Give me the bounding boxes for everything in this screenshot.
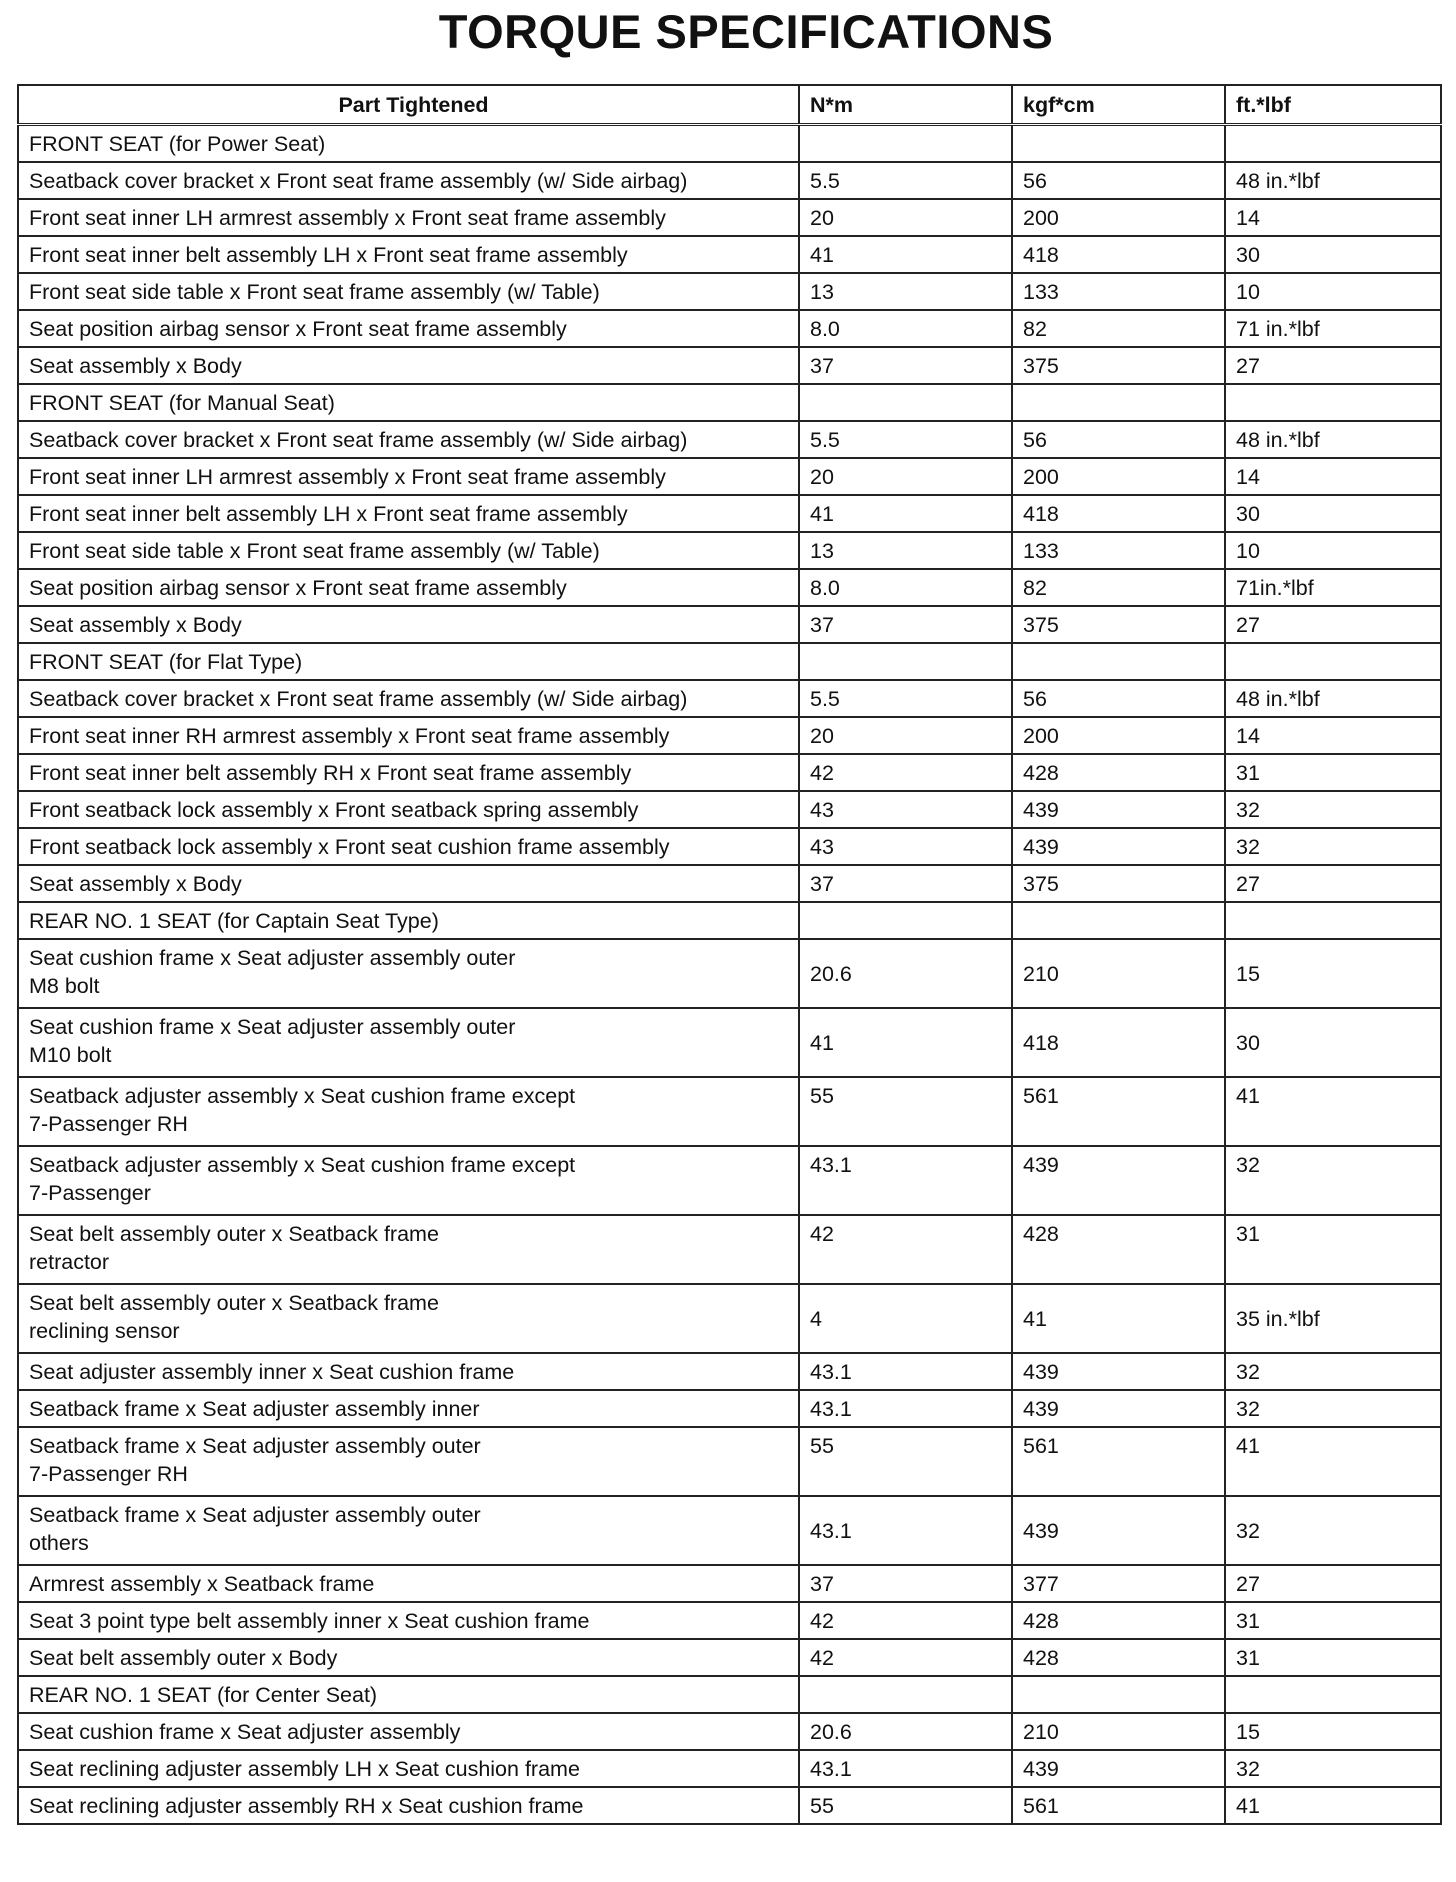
table-row	[18, 1146, 1441, 1215]
cell-ftlbf: 30	[1225, 495, 1441, 532]
table-row	[18, 717, 1441, 754]
table-row	[18, 828, 1441, 865]
cell-ftlbf: 32	[1225, 1146, 1441, 1215]
table-row	[18, 643, 1441, 680]
cell-ftlbf: 10	[1225, 273, 1441, 310]
cell-kgfcm: 200	[1012, 458, 1225, 495]
cell-kgfcm: 561	[1012, 1787, 1225, 1824]
part-line-2: others	[29, 1531, 89, 1555]
table-row	[18, 1077, 1441, 1146]
cell-nm: 43	[799, 828, 1012, 865]
cell-ftlbf: 48 in.*lbf	[1225, 421, 1441, 458]
cell-nm: 20	[799, 717, 1012, 754]
cell-kgfcm: 428	[1012, 1602, 1225, 1639]
cell-kgfcm: 428	[1012, 1215, 1225, 1284]
cell-kgfcm: 56	[1012, 421, 1225, 458]
part-line-2: reclining sensor	[29, 1319, 180, 1343]
table-row	[18, 162, 1441, 199]
cell-nm: 55	[799, 1077, 1012, 1146]
cell-nm: 43.1	[799, 1390, 1012, 1427]
cell-nm	[799, 384, 1012, 421]
cell-part-tightened: Seat position airbag sensor x Front seat frame assembly	[18, 310, 799, 347]
cell-kgfcm: 439	[1012, 828, 1225, 865]
table-row	[18, 902, 1441, 939]
table-row	[18, 569, 1441, 606]
cell-part-tightened	[18, 939, 799, 1008]
cell-nm: 41	[799, 236, 1012, 273]
table-row	[18, 1353, 1441, 1390]
cell-ftlbf: 31	[1225, 1215, 1441, 1284]
table-row	[18, 1750, 1441, 1787]
cell-kgfcm: 375	[1012, 347, 1225, 384]
table-row	[18, 495, 1441, 532]
cell-nm: 20.6	[799, 939, 1012, 1008]
table-row	[18, 1284, 1441, 1353]
table-row	[18, 236, 1441, 273]
part-line-1: Seatback frame x Seat adjuster assembly outer	[29, 1503, 481, 1527]
cell-nm: 43.1	[799, 1146, 1012, 1215]
table-row	[18, 421, 1441, 458]
table-row	[18, 680, 1441, 717]
cell-nm: 42	[799, 1215, 1012, 1284]
cell-nm: 55	[799, 1427, 1012, 1496]
part-line-2: M8 bolt	[29, 974, 100, 998]
part-line-1: Seatback frame x Seat adjuster assembly outer	[29, 1434, 481, 1458]
cell-nm: 8.0	[799, 569, 1012, 606]
cell-ftlbf: 32	[1225, 1390, 1441, 1427]
cell-nm: 8.0	[799, 310, 1012, 347]
cell-part-tightened: Seat reclining adjuster assembly LH x Seat cushion frame	[18, 1750, 799, 1787]
cell-nm: 42	[799, 1639, 1012, 1676]
cell-ftlbf: 71in.*lbf	[1225, 569, 1441, 606]
cell-kgfcm: 428	[1012, 1639, 1225, 1676]
cell-nm: 13	[799, 273, 1012, 310]
cell-ftlbf: 15	[1225, 1713, 1441, 1750]
table-row	[18, 1496, 1441, 1565]
cell-kgfcm: 439	[1012, 1496, 1225, 1565]
table-row	[18, 532, 1441, 569]
cell-part-tightened: Seat reclining adjuster assembly RH x Seat cushion frame	[18, 1787, 799, 1824]
part-line-2: 7-Passenger RH	[29, 1462, 188, 1486]
cell-ftlbf: 31	[1225, 1602, 1441, 1639]
cell-part-tightened: Front seatback lock assembly x Front seatback spring assembly	[18, 791, 799, 828]
cell-part-tightened: Seatback frame x Seat adjuster assembly inner	[18, 1390, 799, 1427]
table-row	[18, 1565, 1441, 1602]
table-row	[18, 1787, 1441, 1824]
table-row	[18, 125, 1441, 163]
part-line-2: 7-Passenger	[29, 1181, 151, 1205]
cell-part-tightened: Armrest assembly x Seatback frame	[18, 1565, 799, 1602]
cell-part-tightened: Front seat inner LH armrest assembly x Front seat frame assembly	[18, 199, 799, 236]
cell-kgfcm: 561	[1012, 1427, 1225, 1496]
cell-nm: 37	[799, 1565, 1012, 1602]
cell-kgfcm: 375	[1012, 865, 1225, 902]
cell-ftlbf	[1225, 125, 1441, 163]
cell-part-tightened: Front seat inner belt assembly LH x Front seat frame assembly	[18, 236, 799, 273]
cell-kgfcm: 439	[1012, 1353, 1225, 1390]
table-row	[18, 1427, 1441, 1496]
table-row	[18, 1008, 1441, 1077]
torque-table	[17, 84, 1442, 1825]
cell-nm: 43.1	[799, 1750, 1012, 1787]
cell-nm: 43.1	[799, 1496, 1012, 1565]
cell-part-tightened	[18, 1077, 799, 1146]
cell-part-tightened: Seat cushion frame x Seat adjuster assembly	[18, 1713, 799, 1750]
cell-part-tightened: Seatback cover bracket x Front seat frame assembly (w/ Side airbag)	[18, 680, 799, 717]
cell-nm: 13	[799, 532, 1012, 569]
cell-nm: 42	[799, 754, 1012, 791]
cell-nm: 55	[799, 1787, 1012, 1824]
cell-ftlbf: 14	[1225, 458, 1441, 495]
cell-part-tightened: FRONT SEAT (for Power Seat)	[18, 125, 799, 163]
cell-nm: 43	[799, 791, 1012, 828]
cell-kgfcm: 375	[1012, 606, 1225, 643]
cell-kgfcm: 439	[1012, 791, 1225, 828]
part-line-1: Seat cushion frame x Seat adjuster assembly outer	[29, 1015, 516, 1039]
cell-part-tightened: REAR NO. 1 SEAT (for Center Seat)	[18, 1676, 799, 1713]
cell-ftlbf: 30	[1225, 236, 1441, 273]
cell-kgfcm: 428	[1012, 754, 1225, 791]
cell-nm: 5.5	[799, 162, 1012, 199]
cell-ftlbf: 48 in.*lbf	[1225, 680, 1441, 717]
table-row	[18, 1676, 1441, 1713]
part-line-1: Seat cushion frame x Seat adjuster assembly outer	[29, 946, 516, 970]
cell-part-tightened: Seat 3 point type belt assembly inner x Seat cushion frame	[18, 1602, 799, 1639]
cell-nm: 20	[799, 199, 1012, 236]
cell-ftlbf	[1225, 902, 1441, 939]
cell-ftlbf: 32	[1225, 1496, 1441, 1565]
cell-part-tightened: Front seat inner RH armrest assembly x Front seat frame assembly	[18, 717, 799, 754]
cell-part-tightened	[18, 1496, 799, 1565]
cell-ftlbf: 41	[1225, 1427, 1441, 1496]
cell-ftlbf: 32	[1225, 828, 1441, 865]
cell-ftlbf: 10	[1225, 532, 1441, 569]
cell-part-tightened: FRONT SEAT (for Flat Type)	[18, 643, 799, 680]
table-row	[18, 347, 1441, 384]
table-row	[18, 606, 1441, 643]
cell-part-tightened: Seat assembly x Body	[18, 347, 799, 384]
table-body	[18, 125, 1441, 1825]
cell-part-tightened: Front seat inner belt assembly RH x Front seat frame assembly	[18, 754, 799, 791]
part-line-1: Seat belt assembly outer x Seatback frame	[29, 1222, 439, 1246]
cell-ftlbf	[1225, 643, 1441, 680]
cell-kgfcm: 210	[1012, 1713, 1225, 1750]
cell-kgfcm: 210	[1012, 939, 1225, 1008]
table-row	[18, 791, 1441, 828]
table-row	[18, 458, 1441, 495]
cell-ftlbf: 27	[1225, 865, 1441, 902]
cell-part-tightened: Seatback cover bracket x Front seat frame assembly (w/ Side airbag)	[18, 162, 799, 199]
table-row	[18, 1602, 1441, 1639]
cell-ftlbf: 41	[1225, 1787, 1441, 1824]
table-row	[18, 865, 1441, 902]
table-row	[18, 754, 1441, 791]
table-row	[18, 273, 1441, 310]
cell-nm: 5.5	[799, 421, 1012, 458]
cell-kgfcm: 133	[1012, 532, 1225, 569]
cell-kgfcm: 56	[1012, 162, 1225, 199]
cell-nm	[799, 643, 1012, 680]
part-line-2: 7-Passenger RH	[29, 1112, 188, 1136]
table-row	[18, 310, 1441, 347]
cell-kgfcm: 418	[1012, 236, 1225, 273]
part-line-2: M10 bolt	[29, 1043, 112, 1067]
cell-kgfcm: 439	[1012, 1146, 1225, 1215]
cell-nm	[799, 1676, 1012, 1713]
part-line-2: retractor	[29, 1250, 110, 1274]
cell-kgfcm: 56	[1012, 680, 1225, 717]
table-header	[18, 85, 1441, 125]
header-nm: N*m	[799, 85, 1012, 125]
cell-kgfcm: 561	[1012, 1077, 1225, 1146]
cell-kgfcm: 200	[1012, 199, 1225, 236]
cell-part-tightened	[18, 1427, 799, 1496]
cell-kgfcm: 439	[1012, 1390, 1225, 1427]
cell-ftlbf: 27	[1225, 606, 1441, 643]
cell-part-tightened: Front seat side table x Front seat frame assembly (w/ Table)	[18, 532, 799, 569]
table-row	[18, 1639, 1441, 1676]
cell-part-tightened: Seat assembly x Body	[18, 865, 799, 902]
header-ftlbf: ft.*lbf	[1225, 85, 1441, 125]
cell-part-tightened: Seat belt assembly outer x Body	[18, 1639, 799, 1676]
cell-nm: 37	[799, 347, 1012, 384]
header-part-tightened: Part Tightened	[18, 85, 799, 125]
part-line-1: Seat belt assembly outer x Seatback frame	[29, 1291, 439, 1315]
cell-kgfcm: 418	[1012, 495, 1225, 532]
cell-kgfcm: 133	[1012, 273, 1225, 310]
cell-part-tightened: Front seat inner belt assembly LH x Front seat frame assembly	[18, 495, 799, 532]
cell-kgfcm: 439	[1012, 1750, 1225, 1787]
cell-ftlbf	[1225, 384, 1441, 421]
cell-kgfcm: 41	[1012, 1284, 1225, 1353]
cell-ftlbf: 15	[1225, 939, 1441, 1008]
table-row	[18, 199, 1441, 236]
cell-nm: 42	[799, 1602, 1012, 1639]
cell-ftlbf: 31	[1225, 754, 1441, 791]
cell-part-tightened: Seat position airbag sensor x Front seat frame assembly	[18, 569, 799, 606]
cell-ftlbf	[1225, 1676, 1441, 1713]
cell-ftlbf: 14	[1225, 717, 1441, 754]
cell-nm	[799, 902, 1012, 939]
cell-kgfcm: 82	[1012, 569, 1225, 606]
cell-nm: 5.5	[799, 680, 1012, 717]
cell-ftlbf: 35 in.*lbf	[1225, 1284, 1441, 1353]
cell-nm	[799, 125, 1012, 163]
cell-part-tightened: Seat adjuster assembly inner x Seat cushion frame	[18, 1353, 799, 1390]
cell-ftlbf: 71 in.*lbf	[1225, 310, 1441, 347]
cell-nm: 20	[799, 458, 1012, 495]
table-row	[18, 384, 1441, 421]
cell-part-tightened: Front seat inner LH armrest assembly x Front seat frame assembly	[18, 458, 799, 495]
cell-part-tightened: Front seat side table x Front seat frame assembly (w/ Table)	[18, 273, 799, 310]
cell-kgfcm	[1012, 384, 1225, 421]
page-title: TORQUE SPECIFICATIONS	[438, 5, 1054, 58]
cell-part-tightened: Front seatback lock assembly x Front seat cushion frame assembly	[18, 828, 799, 865]
cell-kgfcm: 418	[1012, 1008, 1225, 1077]
cell-ftlbf: 32	[1225, 791, 1441, 828]
cell-nm: 20.6	[799, 1713, 1012, 1750]
cell-ftlbf: 30	[1225, 1008, 1441, 1077]
cell-ftlbf: 32	[1225, 1353, 1441, 1390]
cell-kgfcm	[1012, 1676, 1225, 1713]
table-row	[18, 1390, 1441, 1427]
cell-nm: 37	[799, 606, 1012, 643]
cell-part-tightened: FRONT SEAT (for Manual Seat)	[18, 384, 799, 421]
cell-ftlbf: 41	[1225, 1077, 1441, 1146]
cell-part-tightened	[18, 1008, 799, 1077]
cell-kgfcm	[1012, 902, 1225, 939]
cell-part-tightened: Seat assembly x Body	[18, 606, 799, 643]
cell-ftlbf: 14	[1225, 199, 1441, 236]
cell-ftlbf: 48 in.*lbf	[1225, 162, 1441, 199]
cell-part-tightened	[18, 1284, 799, 1353]
cell-part-tightened: Seatback cover bracket x Front seat frame assembly (w/ Side airbag)	[18, 421, 799, 458]
cell-part-tightened: REAR NO. 1 SEAT (for Captain Seat Type)	[18, 902, 799, 939]
cell-nm: 41	[799, 1008, 1012, 1077]
part-line-1: Seatback adjuster assembly x Seat cushion frame except	[29, 1084, 576, 1108]
cell-nm: 37	[799, 865, 1012, 902]
cell-ftlbf: 31	[1225, 1639, 1441, 1676]
table-row	[18, 1713, 1441, 1750]
cell-kgfcm: 377	[1012, 1565, 1225, 1602]
cell-ftlbf: 32	[1225, 1750, 1441, 1787]
cell-kgfcm	[1012, 643, 1225, 680]
table-row	[18, 939, 1441, 1008]
cell-kgfcm	[1012, 125, 1225, 163]
header-kgfcm: kgf*cm	[1012, 85, 1225, 125]
cell-part-tightened	[18, 1215, 799, 1284]
cell-ftlbf: 27	[1225, 1565, 1441, 1602]
cell-nm: 41	[799, 495, 1012, 532]
cell-nm: 4	[799, 1284, 1012, 1353]
part-line-1: Seatback adjuster assembly x Seat cushion frame except	[29, 1153, 576, 1177]
cell-nm: 43.1	[799, 1353, 1012, 1390]
table-row	[18, 1215, 1441, 1284]
cell-part-tightened	[18, 1146, 799, 1215]
cell-kgfcm: 200	[1012, 717, 1225, 754]
cell-kgfcm: 82	[1012, 310, 1225, 347]
cell-ftlbf: 27	[1225, 347, 1441, 384]
